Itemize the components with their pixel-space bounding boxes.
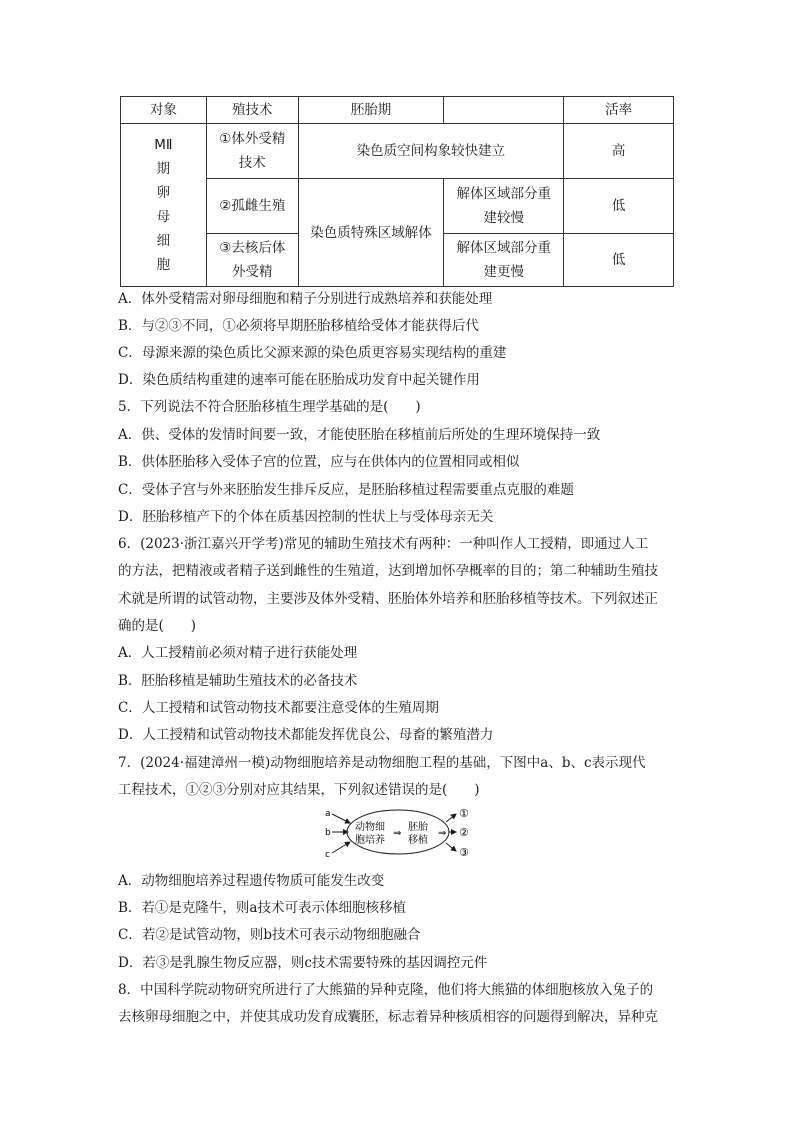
q8-stem-line: 8．中国科学院动物研究所进行了大熊猫的异种克隆，他们将大熊猫的体细胞核放入兔子的 <box>118 982 654 998</box>
q5-option-b: B．供体胚胎移入受体子宫的位置，应与在供体内的位置相同或相似 <box>118 454 520 470</box>
q4-option-c: C．母源来源的染色质比父源来源的染色质更容易实现结构的重建 <box>118 345 507 361</box>
q6-stem-line: 6．(2023·浙江嘉兴开学考)常见的辅助生殖技术有两种：一种叫作人工授精，即通过人工 <box>118 536 649 552</box>
detail-cell <box>444 179 564 234</box>
q4-option-b: B．与②③不同，①必须将早期胚胎移植给受体才能获得后代 <box>118 318 479 334</box>
q5-option-a: A．供、受体的发情时间要一致，才能使胚胎在移植前后所处的生理环境保持一致 <box>118 427 601 443</box>
input-label-b: b <box>325 828 331 838</box>
rate-cell: 低 <box>564 234 674 287</box>
q5-stem: 5．下列说法不符合胚胎移植生理学基础的是( ) <box>118 399 421 415</box>
technique-line: 外受精 <box>232 264 273 280</box>
q4-option-d: D．染色质结构重建的速率可能在胚胎成功发育中起关键作用 <box>118 372 480 388</box>
box1-line: 动物细 <box>355 822 385 833</box>
q6-option-b: B．胚胎移植是辅助生殖技术的必备技术 <box>118 673 358 689</box>
technique-line: 技术 <box>238 155 266 171</box>
detail-line: 建较慢 <box>483 210 525 226</box>
embryo-cell: 染色质特殊区域解体 <box>298 179 444 287</box>
technique-cell <box>206 234 298 287</box>
detail-line: 解体区域部分重 <box>456 186 552 202</box>
arrow-a <box>332 814 350 823</box>
rate-cell: 高 <box>564 124 674 179</box>
input-label-a: a <box>325 809 331 819</box>
q7-flow-diagram <box>318 804 478 864</box>
object-char: 卵 <box>156 185 171 201</box>
q4-option-a: A．体外受精需对卵母细胞和精子分别进行成熟培养和获能处理 <box>118 291 493 307</box>
output-label-3: ③ <box>459 846 469 859</box>
input-label-c: c <box>325 850 330 860</box>
q7-option-a: A．动物细胞培养过程遗传物质可能发生改变 <box>118 873 385 889</box>
q6-stem-line: 确的是( ) <box>118 618 197 634</box>
double-arrow-1: ⇒ <box>393 828 402 839</box>
technique-cell: ②孤雌生殖 <box>206 179 298 234</box>
box2-line: 移植 <box>408 835 428 846</box>
q7-option-c: C．若②是试管动物，则b技术可表示动物细胞融合 <box>118 927 421 943</box>
output-label-1: ① <box>459 807 469 820</box>
table-header-row <box>121 97 674 124</box>
output-label-2: ② <box>459 826 469 839</box>
object-char: MⅡ <box>154 137 173 153</box>
arrow-out-1 <box>446 814 456 822</box>
q7-stem-line: 工程技术，①②③分别对应其结果，下列叙述错误的是( ) <box>118 782 480 798</box>
box2-line: 胚胎 <box>408 822 428 833</box>
header-embryo-stage: 胚胎期 <box>298 97 444 124</box>
object-char: 胞 <box>156 257 171 273</box>
arrow-out-3 <box>446 843 456 851</box>
q6-stem-line: 术就是所谓的试管动物，主要涉及体外受精、胚胎体外培养和胚胎移植等技术。下列叙述正 <box>118 591 658 607</box>
q7-option-d: D．若③是乳腺生物反应器，则c技术需要特殊的基因调控元件 <box>118 955 488 971</box>
q5-option-c: C．受体子宫与外来胚胎发生排斥反应，是胚胎移植过程需要重点克服的难题 <box>118 482 574 498</box>
technique-line: ①体外受精 <box>219 131 286 147</box>
detail-line: 建更慢 <box>483 264 525 280</box>
rate-cell: 低 <box>564 179 674 234</box>
q6-option-c: C．人工授精和试管动物技术都要注意受体的生殖周期 <box>118 700 439 716</box>
double-arrow-2: ⇒ <box>438 828 447 839</box>
q8-stem-line: 去核卵母细胞之中，并使其成功发育成囊胚，标志着异种核质相容的问题得到解决，异种克 <box>118 1009 658 1025</box>
q6-option-a: A．人工授精前必须对精子进行获能处理 <box>118 645 358 661</box>
table-row <box>121 124 674 179</box>
technique-line: ③去核后体 <box>219 240 286 256</box>
detail-cell <box>444 234 564 287</box>
technique-cell <box>206 124 298 179</box>
q7-option-b: B．若①是克隆牛，则a技术可表示体细胞核移植 <box>118 900 406 916</box>
object-char: 母 <box>156 209 171 225</box>
header-technique: 殖技术 <box>206 97 298 124</box>
header-object: 对象 <box>121 97 207 124</box>
header-empty <box>444 97 564 124</box>
detail-line: 解体区域部分重 <box>456 240 552 256</box>
object-cell <box>121 124 207 287</box>
object-char: 期 <box>156 161 171 177</box>
box1-line: 胞培养 <box>355 835 385 846</box>
q7-stem-line: 7．(2024·福建漳州一模)动物细胞培养是动物细胞工程的基础，下图中a、b、c表示现代 <box>118 755 646 771</box>
arrow-c <box>332 842 350 853</box>
q6-option-d: D．人工授精和试管动物技术都能发挥优良公、母畜的繁殖潜力 <box>118 727 494 743</box>
header-rate: 活率 <box>564 97 674 124</box>
object-char: 细 <box>156 233 171 249</box>
q6-stem-line: 的方法，把精液或者精子送到雌性的生殖道，达到增加怀孕概率的目的；第二种辅助生殖技 <box>118 563 658 579</box>
embryo-cell: 染色质空间构象较快建立 <box>298 124 563 179</box>
experiment-table <box>120 96 674 287</box>
q5-option-d: D．胚胎移植产下的个体在质基因控制的性状上与受体母亲无关 <box>118 509 494 525</box>
